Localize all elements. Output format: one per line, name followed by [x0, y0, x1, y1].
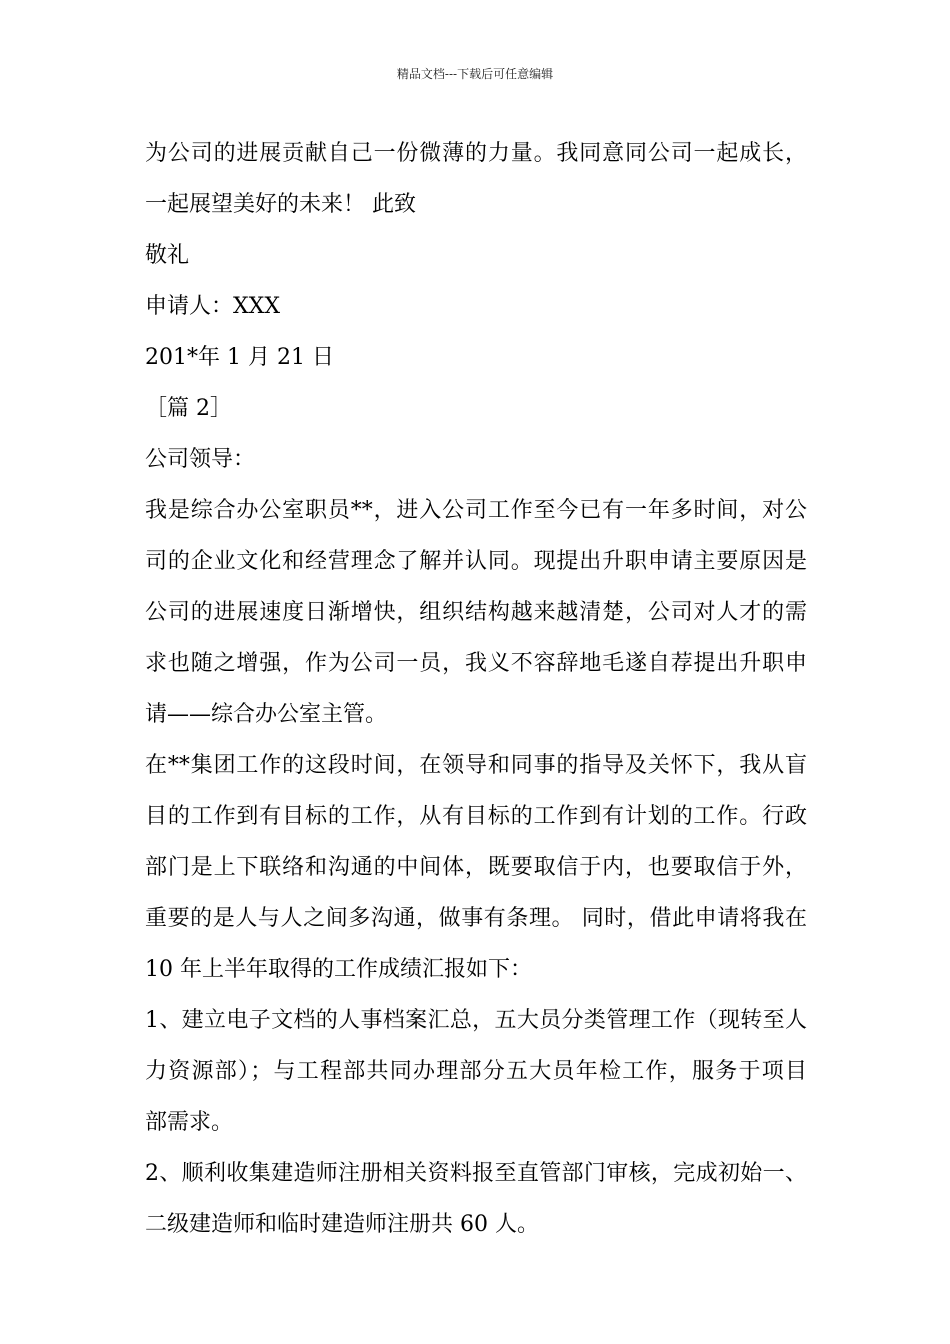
addressee: 公司领导： [145, 447, 256, 472]
text-line: 我是综合办公室职员**，进入公司工作至今已有一年多时间，对公 [145, 498, 807, 523]
text-line: 一起展望美好的未来！ 此致 [145, 192, 416, 217]
text-line: 二级建造师和临时建造师注册共 60 人。 [145, 1212, 539, 1237]
text-line: 力资源部）；与工程部共同办理部分五大员年检工作，服务于项目 [145, 1059, 807, 1084]
text-line: 在**集团工作的这段时间，在领导和同事的指导及关怀下，我从盲 [145, 753, 807, 778]
text-line: 目的工作到有目标的工作，从有目标的工作到有计划的工作。行政 [145, 804, 807, 829]
document-body [145, 128, 807, 1250]
salutation: 敬礼 [145, 243, 190, 268]
text-line: 求也随之增强，作为公司一员，我义不容辞地毛遂自荐提出升职申 [145, 651, 807, 676]
text-line: 部门是上下联络和沟通的中间体，既要取信于内，也要取信于外， [145, 855, 807, 880]
text-line: 部需求。 [145, 1110, 234, 1135]
applicant-line: 申请人：XXX [145, 294, 280, 319]
list-item: 1、建立电子文档的人事档案汇总，五大员分类管理工作（现转至人 [145, 1008, 807, 1033]
date-line: 201*年 1 月 21 日 [145, 345, 334, 370]
text-line: 司的企业文化和经营理念了解并认同。现提出升职申请主要原因是 [145, 549, 807, 574]
text-line: 10 年上半年取得的工作成绩汇报如下： [145, 957, 532, 982]
text-line: 重要的是人与人之间多沟通，做事有条理。 同时，借此申请将我在 [145, 906, 807, 931]
text-line: 公司的进展速度日渐增快，组织结构越来越清楚，公司对人才的需 [145, 600, 807, 625]
text-line: 请——综合办公室主管。 [145, 702, 388, 727]
list-item: 2、顺利收集建造师注册相关资料报至直管部门审核，完成初始一、 [145, 1161, 807, 1186]
section-heading: ［篇 2］ [145, 396, 232, 421]
text-line: 为公司的进展贡献自己一份微薄的力量。我同意同公司一起成长， [145, 141, 807, 166]
page-header: 精品文档---下载后可任意编辑 [396, 67, 554, 81]
